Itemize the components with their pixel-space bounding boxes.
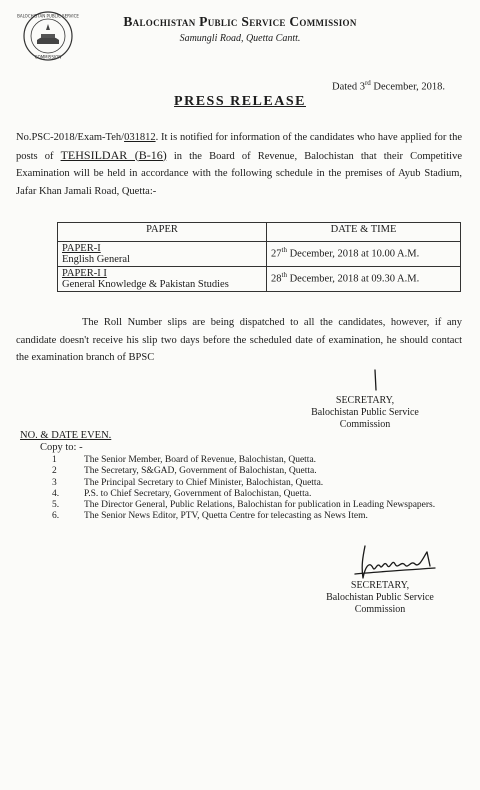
paper-name: PAPER-I bbox=[62, 243, 101, 254]
post-title: TEHSILDAR (B-16) bbox=[60, 147, 167, 162]
column-header-date-time: DATE & TIME bbox=[267, 223, 461, 242]
list-item: 3 The Principal Secretary to Chief Minister, Balochistan, Quetta. bbox=[52, 477, 324, 488]
paper-subject: General Knowledge & Pakistan Studies bbox=[62, 279, 229, 290]
svg-text:COMMISSION: COMMISSION bbox=[34, 54, 62, 60]
page-title: PRESS RELEASE bbox=[174, 94, 306, 109]
table-row bbox=[58, 267, 461, 292]
list-item: 1 The Senior Member, Board of Revenue, Balochistan, Quetta. bbox=[52, 455, 317, 465]
column-header-paper: PAPER bbox=[58, 223, 267, 242]
paper-subject: English General bbox=[62, 254, 130, 265]
paper-cell bbox=[58, 242, 267, 267]
organization-name: Balochistan Public Service Commission bbox=[123, 14, 357, 29]
list-item: 4. P.S. to Chief Secretary, Government of Balochistan, Quetta. bbox=[52, 488, 312, 499]
date-time-cell: 28th December, 2018 at 09.30 A.M. bbox=[267, 267, 461, 292]
handwritten-signature bbox=[335, 538, 450, 584]
release-date: Dated 3rd December, 2018. bbox=[332, 79, 446, 93]
table-header-row bbox=[58, 223, 461, 242]
roll-number-notice: The Roll Number slips are being dispatched to all the candidates, however, if any candidate doesn't receive his slip two days before the scheduled date of examination, he should contact the examination branch of BPSC bbox=[16, 317, 462, 363]
list-item: 2 The Secretary, S&GAD, Government of Balochistan, Quetta. bbox=[52, 466, 317, 477]
list-item: 5. The Director General, Public Relations, Balochistan for publication in Leading Newspapers. bbox=[52, 500, 436, 511]
copy-to-label: Copy to: - bbox=[40, 442, 83, 453]
reference-line: NO. & DATE EVEN. bbox=[20, 430, 112, 441]
reference-number: 031812 bbox=[124, 132, 156, 143]
paper-cell bbox=[58, 267, 267, 292]
signature-mark bbox=[305, 366, 425, 394]
organization-address: Samungli Road, Quetta Cantt. bbox=[179, 33, 301, 44]
table-row bbox=[58, 242, 461, 267]
svg-text:BALOCHISTAN PUBLIC SERVICE: BALOCHISTAN PUBLIC SERVICE bbox=[17, 13, 79, 19]
signatory-block-final: SECRETARY, Balochistan Public Service Commission bbox=[326, 580, 434, 615]
notice-paragraph: No.PSC-2018/Exam-Teh/031812. It is notified for information of the candidates who have applied for the posts of TEHSILDAR (B-16) in the Board of Revenue, Balochistan that their Competitive Examination will be held in accordance with the following schedule in the premises of Ayub Stadium, Jafar Khan Jamali Road, Quetta:- bbox=[16, 132, 463, 197]
signatory-block: SECRETARY, Balochistan Public Service Commission bbox=[311, 395, 419, 430]
list-item: 6. The Senior News Editor, PTV, Quetta Centre for telecasting as News Item. bbox=[52, 511, 368, 522]
paper-name: PAPER-I I bbox=[62, 268, 107, 279]
date-time-cell: 27th December, 2018 at 10.00 A.M. bbox=[267, 242, 461, 267]
exam-schedule-table bbox=[57, 222, 461, 292]
copy-to-list bbox=[52, 455, 435, 523]
